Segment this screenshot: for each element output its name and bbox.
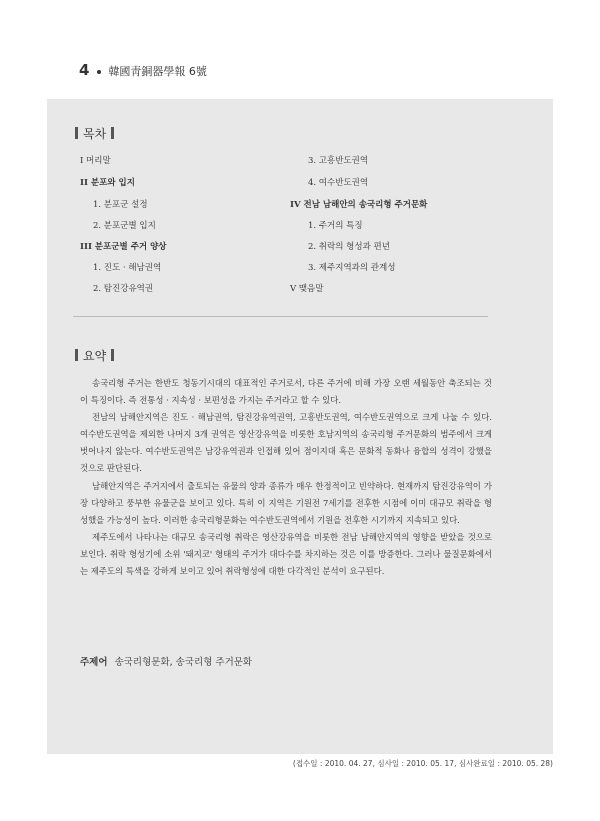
- heading-bar-icon: [111, 349, 114, 361]
- abstract-paragraph: 송국리형 주거는 한반도 청동기시대의 대표적인 주거로서, 다른 주거에 비해 가장 오랜 세월동안 축조되는 것이 특징이다. 즉 전통성 · 지속성 · 보편성을 가지는 주거라고 할 수 있다.: [80, 378, 492, 406]
- toc-item: I 머리말: [80, 156, 111, 166]
- toc-item: 2. 탐진강유역권: [93, 284, 154, 294]
- toc-item: III 분포군별 주거 양상: [80, 242, 167, 252]
- bullet-dot-icon: [97, 70, 101, 74]
- keywords-label: 주제어: [80, 657, 108, 668]
- section-divider: [73, 316, 488, 317]
- toc-item: II 분포와 입지: [80, 178, 135, 188]
- toc-heading-text: 목차: [83, 127, 107, 141]
- keywords: [80, 654, 252, 668]
- toc-item: 3. 제주지역과의 관계성: [308, 263, 396, 273]
- abstract-paragraph: 전남의 남해안지역은 진도 · 해남권역, 탐진강유역권역, 고흥반도권역, 여수반도권역으로 크게 나눌 수 있다. 여수반도권역을 제외한 나머지 3개 권역은 영산강유역을 비롯한 호남지역의 송국리형 주거문화의 범주에서 크게 벗어나지 않는다. 여수반도권역은 남강유역권과 인접해 있어 점이지대 혹은 문화적 동화나 융합의 성격이 강했을 것으로 판단된다.: [80, 412, 492, 474]
- toc-item: 3. 고흥반도권역: [308, 156, 369, 166]
- toc-item: 2. 분포군별 입지: [93, 221, 156, 231]
- toc-item: 2. 취락의 형성과 편년: [308, 242, 390, 252]
- heading-bar-icon: [75, 349, 78, 361]
- toc-item: V 맺음말: [290, 284, 324, 294]
- abstract-body: [80, 375, 492, 580]
- abstract-paragraph: 남해안지역은 주거지에서 출토되는 유물의 양과 종류가 매우 한정적이고 빈약하다. 현재까지 탐진강유역이 가장 다양하고 풍부한 유물군을 보이고 있다. 특히 이 지역은 기원전 7세기를 전후한 시점에 이미 대규모 취락을 형성했을 가능성이 높다. 이러한 송국리형문화는 여수반도권역에서 기원을 전후한 시기까지 지속되고 있다.: [80, 480, 492, 525]
- submission-dates: (접수일 : 2010. 04. 27, 심사일 : 2010. 05. 17, 심사완료일 : 2010. 05. 28): [292, 759, 553, 768]
- abstract-paragraph: 제주도에서 나타나는 대규모 송국리형 취락은 영산강유역을 비롯한 전남 남해안지역의 영향을 받았을 것으로 보인다. 취락 형성기에 소위 '돼지코' 형태의 주거가 대다수를 차지하는 것은 이를 방증한다. 그러나 물질문화에서는 제주도의 특색을 강하게 보이고 있어 취락형성에 대한 다각적인 분석이 요구된다.: [80, 531, 492, 577]
- toc-heading: [75, 125, 114, 142]
- journal-title: 韓國靑銅器學報 6號: [108, 65, 207, 78]
- toc-item: 1. 주거의 특징: [308, 221, 363, 231]
- abstract-heading-text: 요약: [83, 349, 107, 363]
- toc-item: 1. 진도 · 해남권역: [93, 263, 162, 273]
- toc-item: 4. 여수반도권역: [308, 178, 369, 188]
- toc-item: IV 전남 남해안의 송국리형 주거문화: [290, 200, 428, 210]
- toc-item: 1. 분포군 설정: [93, 200, 148, 210]
- keywords-value: 송국리형문화, 송국리형 주거문화: [114, 657, 253, 668]
- page-number: 4: [79, 61, 90, 79]
- heading-bar-icon: [75, 127, 78, 139]
- abstract-heading: [75, 347, 114, 364]
- running-header: [79, 61, 207, 79]
- heading-bar-icon: [111, 127, 114, 139]
